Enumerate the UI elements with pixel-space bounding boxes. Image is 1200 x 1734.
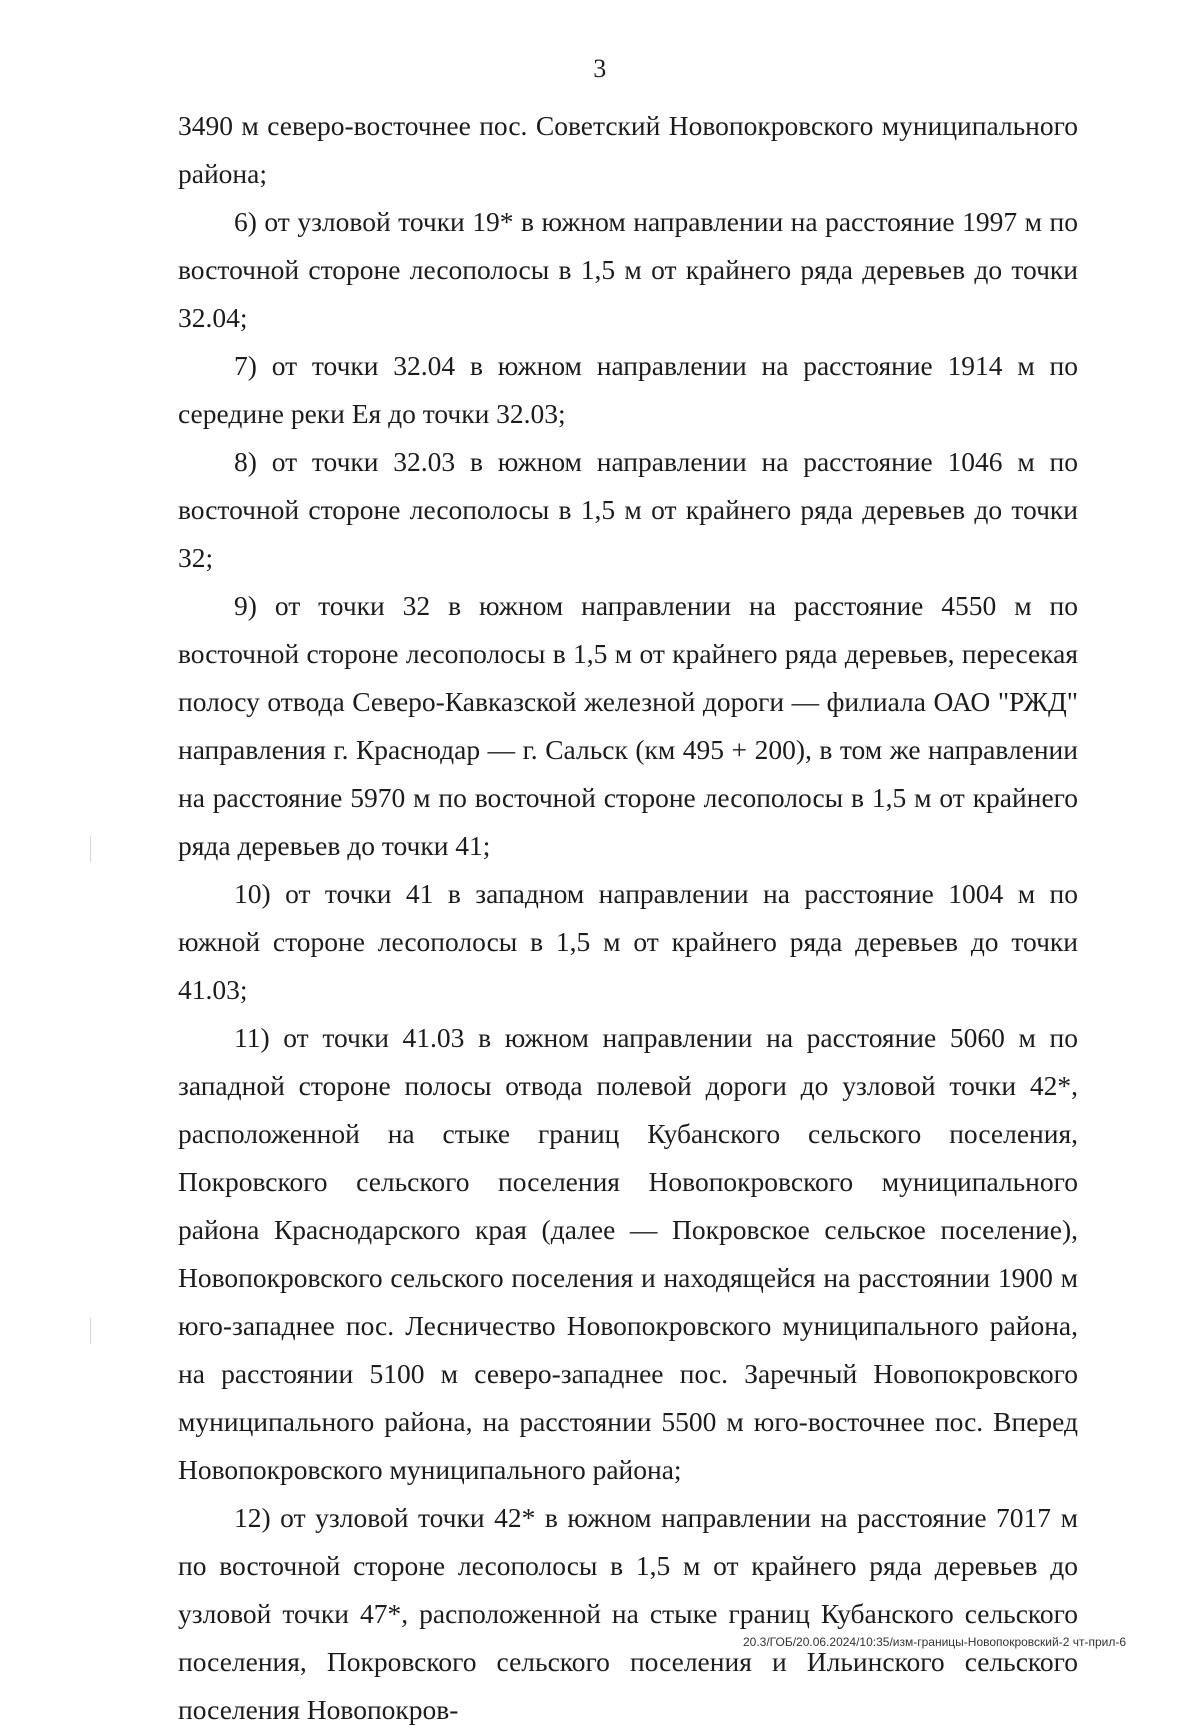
paragraph: 7) от точки 32.04 в южном направлении на расстояние 1914 м по середине реки Ея до точки 32.03;: [178, 350, 1078, 429]
paragraph: 3490 м северо-восточнее пос. Советский Новопокровского муниципального района;: [178, 110, 1078, 189]
page-number: 3: [593, 54, 607, 83]
paragraph: 9) от точки 32 в южном направлении на расстояние 4550 м по восточной стороне лесополосы в 1,5 м от крайнего ряда деревьев, пересекая полосу отвода Северо-Кавказской железной дороги — филиала ОАО "РЖД" направления г. Краснодар — г. Сальск (км 495 + 200), в том же направлении на расстояние 5970 м по восточной стороне лесополосы в 1,5 м от крайнего ряда деревьев до точки 41;: [178, 590, 1078, 861]
body-text: [178, 102, 1078, 1734]
scan-margin-mark: [90, 1318, 91, 1344]
footer-file-reference: 20.3/ГОБ/20.06.2024/10:35/изм-границы-Новопокровский-2 чт-прил-6: [742, 1635, 1126, 1649]
paragraph: 11) от точки 41.03 в южном направлении на расстояние 5060 м по западной стороне полосы отвода полевой дороги до узловой точки 42*, расположенной на стыке границ Кубанского сельского поселения, Покровского сельского поселения Новопокровского муниципального района Краснодарского края (далее — Покровское сельское поселение), Новопокровского сельского поселения и находящейся на расстоянии 1900 м юго-западнее пос. Лесничество Новопокровского муниципального района, на расстоянии 5100 м северо-западнее пос. Заречный Новопокровского муниципального района, на расстоянии 5500 м юго-восточнее пос. Вперед Новопокровского муниципального района;: [178, 1022, 1078, 1485]
paragraph: 8) от точки 32.03 в южном направлении на расстояние 1046 м по восточной стороне лесополосы в 1,5 м от крайнего ряда деревьев до точки 32;: [178, 446, 1078, 573]
paragraph: 10) от точки 41 в западном направлении на расстояние 1004 м по южной стороне лесополосы в 1,5 м от крайнего ряда деревьев до точки 41.03;: [178, 878, 1078, 1005]
paragraph: 6) от узловой точки 19* в южном направлении на расстояние 1997 м по восточной стороне лесополосы в 1,5 м от крайнего ряда деревьев до точки 32.04;: [178, 206, 1078, 333]
paragraph: 12) от узловой точки 42* в южном направлении на расстояние 7017 м по восточной стороне лесополосы в 1,5 м от крайнего ряда деревьев до узловой точки 47*, расположенной на стыке границ Кубанского сельского поселения, Покровского сельского поселения и Ильинского сельского поселения Новопокров-: [178, 1502, 1078, 1725]
scan-margin-mark: [90, 836, 91, 862]
